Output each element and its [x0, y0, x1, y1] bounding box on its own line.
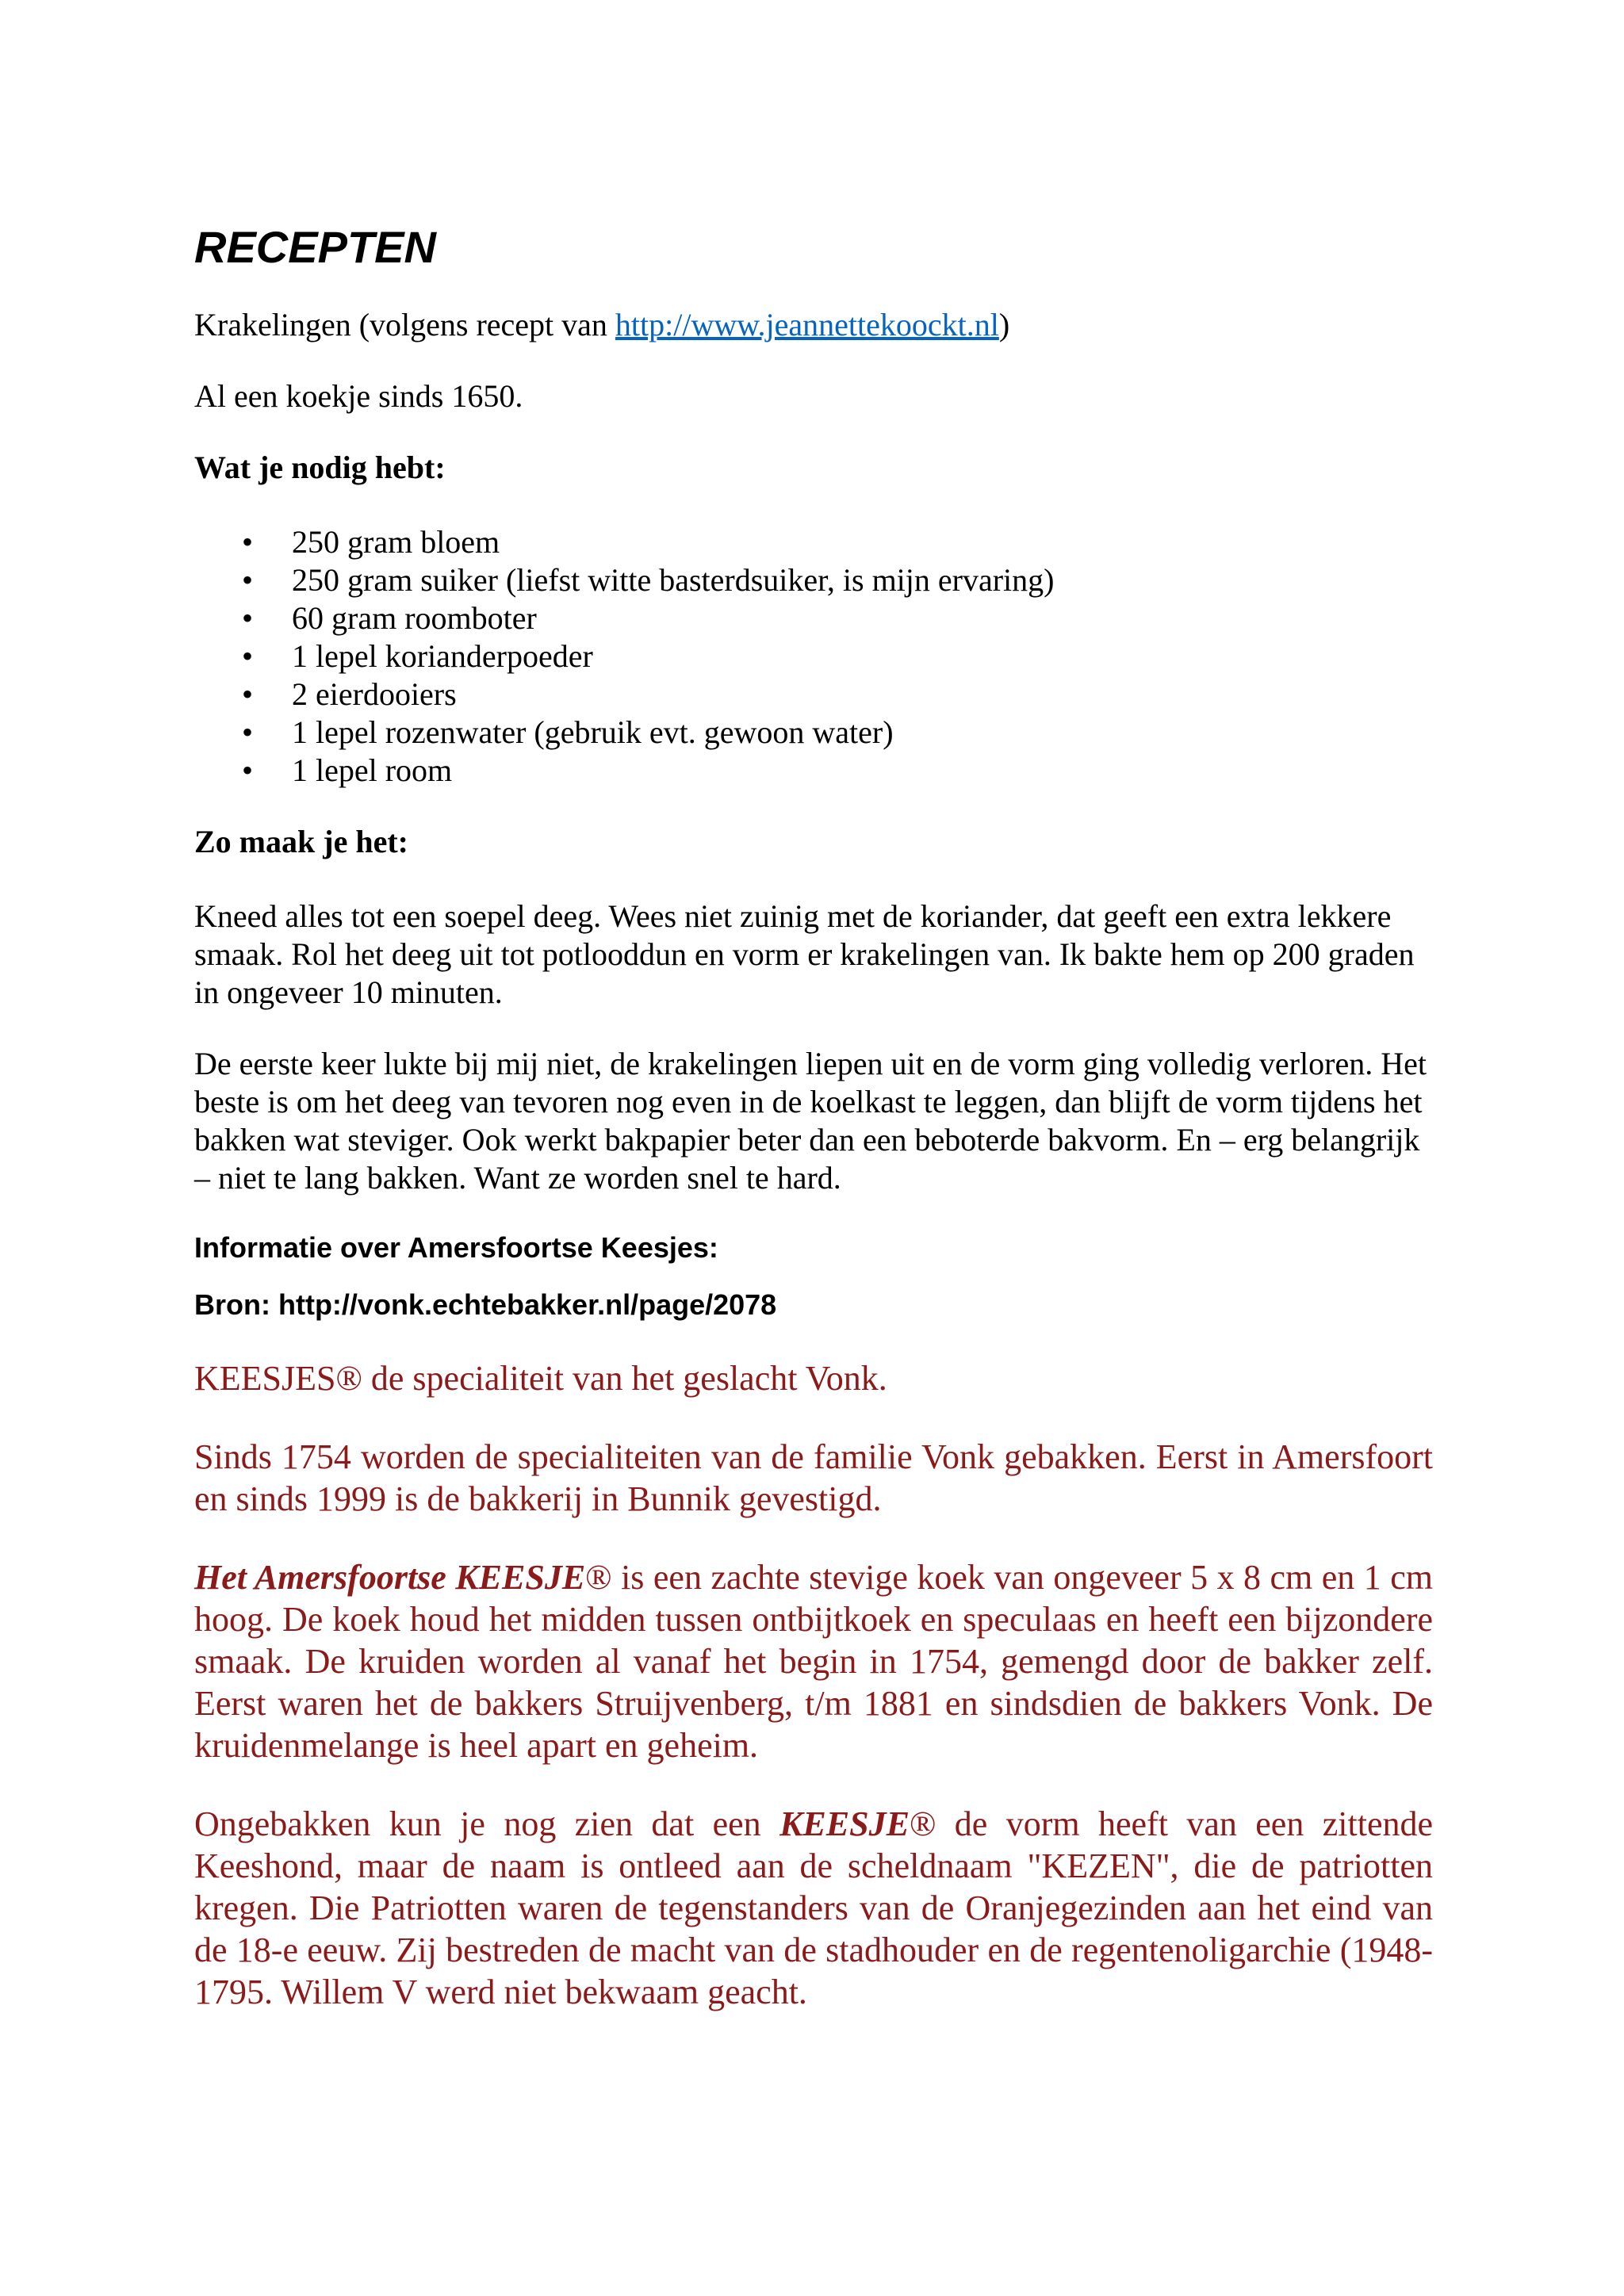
bullet-icon: •: [242, 638, 254, 675]
list-item: [194, 714, 1433, 752]
keesjes-since: Sinds 1754 worden de specialiteiten van de familie Vonk gebakken. Eerst in Amersfoort en sinds 1999 is de bakkerij in Bunnik gevestigd.: [194, 1437, 1433, 1519]
bullet-icon: •: [242, 524, 254, 561]
intro-suffix: ): [998, 307, 1010, 343]
method-paragraph-2: De eerste keer lukte bij mij niet, de krakelingen liepen uit en de vorm ging volledig verloren. Het beste is om het deeg van tevoren nog even in de koelkast te leggen, dan blijft de vorm tijdens het bakken wat steviger. Ook werkt bakpapier beter dan een beboterde bakvorm. En – erg belangrijk – niet te lang bakken. Want ze worden snel te hard.: [194, 1046, 1427, 1196]
keesje-description: [194, 1556, 1433, 1766]
keesje-history-emphasis: KEESJE: [779, 1804, 910, 1844]
bullet-icon: •: [242, 600, 254, 637]
keesjes-intro: KEESJES® de specialiteit van het geslacht Vonk.: [194, 1359, 887, 1399]
ingredient-text: 1 lepel korianderpoeder: [292, 638, 593, 675]
ingredient-text: 2 eierdooiers: [292, 676, 457, 713]
list-item: [194, 561, 1433, 599]
list-item: [194, 752, 1433, 790]
list-item: [194, 675, 1433, 714]
bullet-icon: •: [242, 562, 254, 599]
bullet-icon: •: [242, 676, 254, 713]
info-heading: Informatie over Amersfoortse Keesjes:: [194, 1231, 718, 1265]
list-item: [194, 637, 1433, 675]
document-content: [194, 222, 1433, 2049]
keesje-description-text: ® is een zachte stevige koek van ongeveer 5 x 8 cm en 1 cm hoog. De koek houd het midden tussen ontbijtkoek en speculaas en heeft een bijzondere smaak. De kruiden worden al vanaf het begin in 1754, gemengd door de bakker zelf. Eerst waren het de bakkers Struijvenberg, t/m 1881 en sindsdien de bakkers Vonk. De kruidenmelange is heel apart en geheim.: [194, 1558, 1433, 1766]
keesje-emphasis: Het Amersfoortse KEESJE: [194, 1558, 586, 1598]
page-title: RECEPTEN: [194, 222, 436, 272]
tagline: Al een koekje sinds 1650.: [194, 378, 523, 415]
ingredient-text: 1 lepel room: [292, 752, 453, 789]
ingredients-list: [194, 523, 1433, 790]
keesje-history: [194, 1803, 1433, 2013]
bullet-icon: •: [242, 714, 254, 751]
method-heading: Zo maak je het:: [194, 824, 408, 860]
source-line: Bron: http://vonk.echtebakker.nl/page/2078: [194, 1288, 777, 1322]
intro-prefix: Krakelingen (volgens recept van: [194, 307, 615, 343]
method-paragraph-1: Kneed alles tot een soepel deeg. Wees niet zuinig met de koriander, dat geeft een extra lekkere smaak. Rol het deeg uit tot potlooddun en vorm er krakelingen van. Ik bakte hem op 200 graden in ongeveer 10 minuten.: [194, 898, 1415, 1011]
bullet-icon: •: [242, 752, 254, 789]
ingredients-heading: Wat je nodig hebt:: [194, 450, 446, 486]
ingredient-text: 1 lepel rozenwater (gebruik evt. gewoon water): [292, 714, 894, 751]
intro-line: [194, 306, 1433, 344]
list-item: [194, 599, 1433, 637]
keesje-history-after: ® de vorm heeft van een zittende Keeshond, maar de naam is ontleed aan de scheldnaam "KEZEN", die de patriotten kregen. Die Patriotten waren de tegenstanders van de Oranjegezinden aan het eind van de 18-e eeuw. Zij bestreden de macht van de stadhouder en de regentenoligarchie (1948-1795. Willem V werd niet bekwaam geacht.: [194, 1804, 1433, 2012]
keesje-history-before: Ongebakken kun je nog zien dat een: [194, 1804, 780, 1844]
ingredient-text: 250 gram bloem: [292, 524, 500, 561]
ingredient-text: 60 gram roomboter: [292, 600, 537, 637]
ingredient-text: 250 gram suiker (liefst witte basterdsuiker, is mijn ervaring): [292, 562, 1055, 599]
list-item: [194, 523, 1433, 561]
recipe-source-link[interactable]: http://www.jeannettekoockt.nl: [615, 307, 999, 343]
